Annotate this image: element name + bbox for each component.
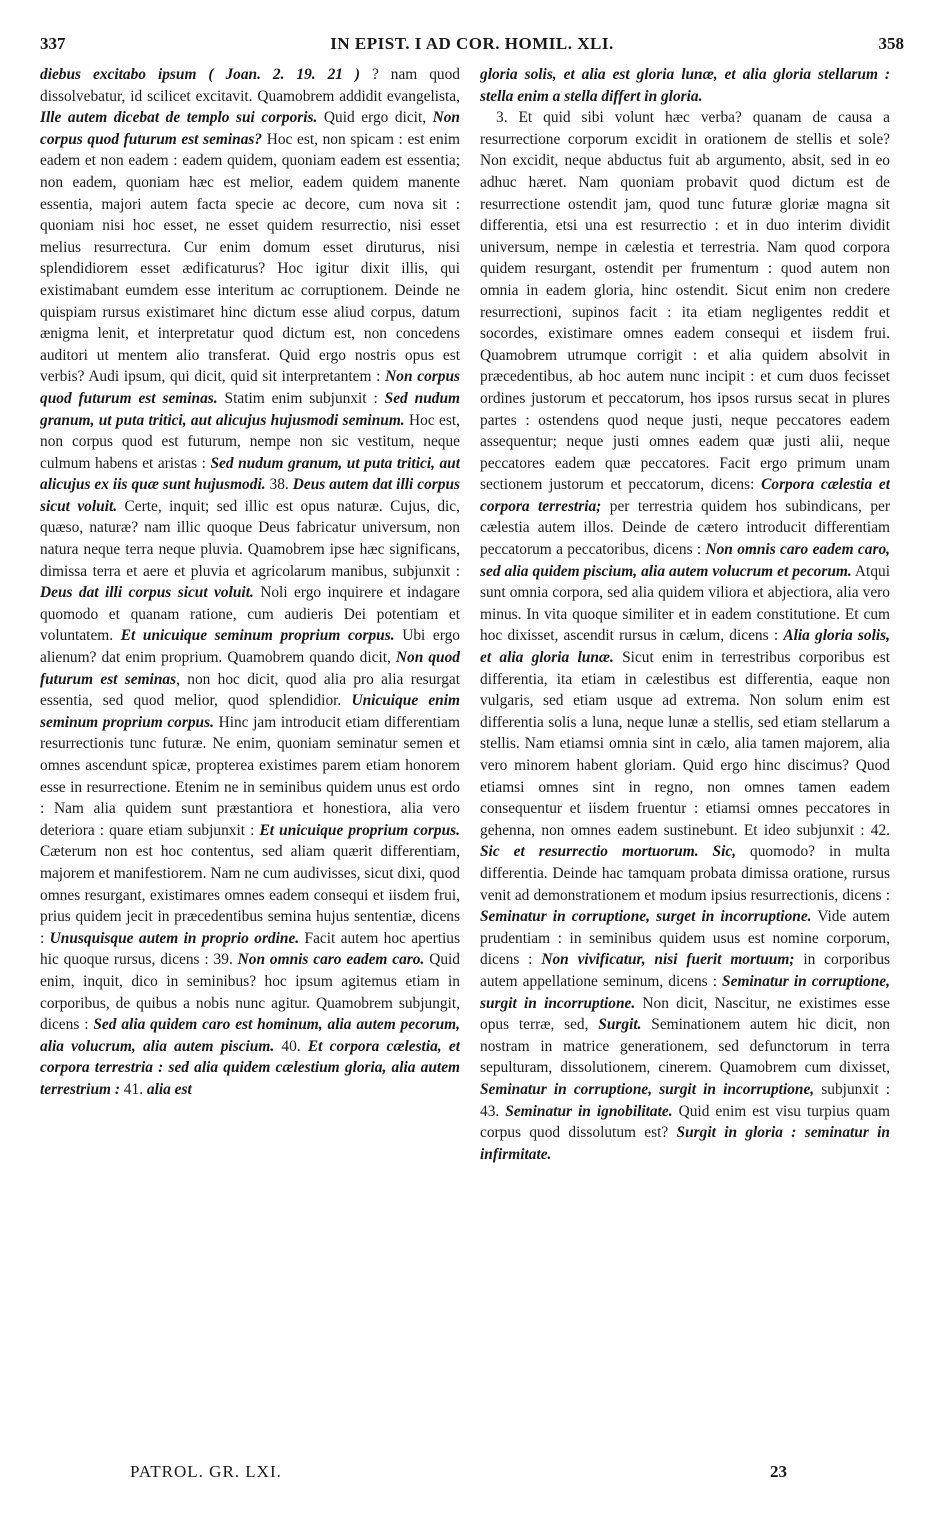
left-paragraph [40, 64, 460, 1101]
italic-quotation: Sic et resurrectio mortuorum. Sic, [480, 843, 737, 861]
italic-quotation: Non corpus quod futurum est seminas? [40, 109, 460, 148]
text-run: per terrestria quidem hos subindicans, per cælestia autem illos. Deinde de cætero introducit differentiam peccatorum a peccatoribus, dicens : [480, 497, 890, 559]
italic-quotation: Alia gloria solis, et alia gloria lunæ. [480, 627, 890, 667]
italic-quotation: Sed nudum granum, ut puta tritici, aut alicujus hujusmodi seminum. [40, 389, 460, 429]
italic-quotation: Seminatur in corruptione, surgit in incorruptione. [480, 972, 890, 1012]
italic-quotation: gloria solis, et alia est gloria lunæ, et alia gloria stellarum : stella enim a stella differt in gloria. [480, 66, 890, 105]
text-run: Cæterum non est hoc contentus, sed aliam quærit differentiam, majorem et manifestiorem. Nam ne cum audivisses, sicut dixi, quod omnes resurgant, existimares omnes eadem consequi et iisdem frui, prius quidem jecit in præcedentibus semina hujus sententiæ, dicens : [40, 843, 460, 947]
italic-quotation: Sed nudum granum, ut puta tritici, aut alicujus ex iis quæ sunt hujusmodi. [40, 454, 460, 494]
italic-quotation: Et corpora cælestia, et corpora terrestria : sed alia quidem cælestium gloria, alia autem terrestrium : [40, 1037, 460, 1098]
text-run: subjunxit : 43. [480, 1080, 890, 1120]
page-header [40, 34, 904, 58]
text-run: Quid enim est visu turpius quam corpus quod dissolutum est? [480, 1102, 890, 1142]
running-title: IN EPIST. I AD COR. HOMIL. XLI. [330, 34, 614, 53]
page-number-left: 337 [40, 34, 66, 53]
text-run: Atqui sunt omnia corpora, sed alia quidem viliora et abjectiora, alia vero minus. In vita quoque similiter et in eadem constitutione. Et cum hoc dixisset, ascendit rursus in cælum, dicens : [480, 562, 890, 645]
text-run: Non dicit, Nascitur, ne existimes esse opus terræ, sed, [480, 994, 890, 1034]
text-run: Seminationem autem hic dicit, non nostram in matrice generationem, sed defunctorum in terra sepulturam, dissolutionem, cinerem. Quamobrem cum dixisset, [480, 1016, 890, 1077]
text-run: 38. [265, 476, 293, 494]
text-run: 41. [119, 1080, 147, 1098]
right-column [480, 64, 890, 1464]
text-run: ? nam quod dissolvebatur, id scilicet excitavit. Quamobrem addidit evangelista, [40, 66, 460, 105]
italic-quotation: Seminatur in corruptione, surget in incorruptione. [480, 908, 812, 926]
italic-quotation: diebus excitabo ipsum ( Joan. 2. 19. 21 ) [40, 66, 361, 83]
italic-quotation: Seminatur in corruptione, surgit in incorruptione, [480, 1080, 815, 1098]
text-run: Facit autem hoc apertius hic quoque rursus, dicens : 39. [40, 929, 460, 969]
text-run: 3. Et quid sibi volunt hæc verba? quanam de causa a resurrectione corporum excidit in orationem de stellis et sole? Non excidit, neque abductus fuit ab argumento, absit, sed in eo adhuc hæret. Nam quoniam probavit quod dictum est de resurrectione ostendit jam, quod tunc futuræ gloriæ magna sit differentia, etsi una est resurrectio : et in duo interim dividit universum, nempe in cælestia et terrestria. Nam quod corpora quidem resurgant, ostendit per frumentum : quod autem non omnia in eadem gloria, hinc ostendit. Sicut enim non credere resurrectioni, supinos facit : ita etiam negligentes reddit et socordes, existimare omnes eadem consequi et iisdem frui. Quamobrem utrumque corrigit : et alia quidem absolvit in præcedentibus, ab hoc autem nunc incipit : et cum duos fecisset ordines justorum et peccatorum, hos ipsos rursus secat in plures partes : ostendens quod neque justi, neque peccatores eadem assequentur; neque justi omnes eadem quæ justi alii, neque peccatores eadem quæ peccatores. Facit ergo primum unam sectionem justorum et peccatorum, dicens: [480, 109, 890, 494]
page-number-right: 358 [878, 34, 904, 53]
italic-quotation: Non corpus quod futurum est seminas. [40, 368, 460, 407]
italic-quotation: alia est [146, 1080, 192, 1098]
footer-series: PATROL. GR. LXI. [130, 1462, 282, 1481]
text-run: Hoc est, non corpus quod est futurum, nempe non sic vestitum, neque culmum habens et aristas : [40, 411, 460, 472]
text-run: Hoc est, non spicam : est enim eadem et non eadem : eadem quidem, quoniam eadem est essentia; non eadem, quoniam hæc est melior, eadem quidem manente essentia, majori autem facta specie ac decore, cum nova sit : quoniam nisi hoc esset, ne esset quidem resurrectio, nisi esset melius resurrectura. Cur enim domum esset diruturus, nisi splendidiorem esset ædificaturus? Hoc igitur dixit illis, qui existimabant eumdem esse interitum ac corruptionem. Deinde ne quispiam rursus existimaret hinc dictum esse aliud corpus, datum ænigma lenit, et interpretatur quod dictum est, non concedens auditori ut mentem alio transferat. Quid ergo nostris opus est verbis? Audi ipsum, qui dicit, quid sit interpretantem : [40, 130, 460, 386]
italic-quotation: Corpora cælestia et corpora terrestria; [480, 476, 890, 515]
text-run: Sicut enim in terrestribus corporibus est differentia, ita etiam in cælestibus est differentia, eaque non vulgaris, sed etiam usque ad extrema. Non solum enim est differentia solis a luna, neque lunæ a stellis, sed etiam stellarum a stellis. Nam etiamsi omnia sint in cælo, alia tamen majorem, alia vero minorem habent gloriam. Quid ergo hinc discimus? Quod etiamsi omnes sint in regno, non omnes tamen eadem consequentur et iisdem fruentur : etiamsi omnes peccatores in gehenna, non omnes eadem sustinebunt. Et ideo subjunxit : 42. [480, 649, 890, 839]
italic-quotation: Non omnis caro eadem caro. [237, 951, 425, 969]
text-run: Noli ergo inquirere et indagare quomodo et quanam ratione, cum audieris Dei potentiam et voluntatem. [40, 584, 460, 645]
italic-quotation: Non omnis caro eadem caro, sed alia quidem piscium, alia autem volucrum et pecorum. [480, 541, 890, 580]
text-run: Statim enim subjunxit : [217, 389, 385, 407]
right-paragraph [480, 64, 890, 107]
italic-quotation: Unicuique enim seminum proprium corpus. [40, 692, 460, 731]
text-run: , non hoc dicit, quod alia pro alia resurgat essentia, sed quod melior, quod splendidior. [40, 670, 460, 710]
italic-quotation: Et unicuique proprium corpus. [259, 821, 460, 839]
italic-quotation: Ille autem dicebat de templo sui corporis. [40, 109, 318, 127]
text-run: Quid ergo dicit, [317, 109, 433, 127]
italic-quotation: Non quod futurum est seminas [40, 649, 460, 688]
italic-quotation: Sed alia quidem caro est hominum, alia autem pecorum, alia volucrum, alia autem piscium. [40, 1016, 460, 1055]
footer-signature: 23 [770, 1462, 787, 1481]
italic-quotation: Deus autem dat illi corpus sicut voluit. [40, 476, 460, 515]
text-run: in corporibus autem appellatione seminum, dicens : [480, 951, 890, 990]
italic-quotation: Surgit. [598, 1016, 642, 1034]
italic-quotation: Unusquisque autem in proprio ordine. [49, 929, 300, 947]
right-paragraph [480, 107, 890, 1165]
italic-quotation: Surgit in gloria : seminatur in infirmitate. [480, 1124, 890, 1163]
text-run: Vide autem prudentiam : in seminibus quidem usus est nomine corporum, dicens : [480, 908, 890, 969]
text-run: Quid enim, inquit, dico in seminibus? hoc ipsum agitemus etiam in corporibus, de quibus a nobis nunc agitur. Quamobrem subjungit, dicens : [40, 951, 460, 1034]
text-run: quomodo? in multa differentia. Deinde hac tamquam probata dimissa oratione, rursus venit ad demonstrationem et modum ipsius resurrectionis, dicens : [480, 843, 890, 904]
text-run: 40. [274, 1037, 308, 1055]
text-run: Certe, inquit; sed illic est opus naturæ. Cujus, dic, quæso, naturæ? nam illic quoque Deus fabricatur universum, non natura neque terra neque pluvia. Quamobrem ipse hæc significans, dimissa terra et aere et pluvia et agricolarum manibus, subjunxit : [40, 497, 460, 580]
italic-quotation: Seminatur in ignobilitate. [505, 1102, 673, 1120]
italic-quotation: Et unicuique seminum proprium corpus. [120, 627, 395, 645]
text-run: Ubi ergo alienum? dat enim proprium. Quamobrem quando dicit, [40, 627, 460, 667]
text-run: Hinc jam introducit etiam differentiam resurrectionis tunc futuræ. Ne enim, quoniam seminatur semen et omnes ascendunt spicæ, propterea existimes parem etiam honorem esse in resurrectione. Etenim ne in seminibus quidem unus est ordo : Nam alia quidem sunt præstantiora et honestiora, alia vero deteriora : quare etiam subjunxit : [40, 713, 460, 839]
italic-quotation: Non vivificatur, nisi fuerit mortuum; [541, 951, 795, 969]
left-column [40, 64, 460, 1464]
italic-quotation: Deus dat illi corpus sicut voluit. [40, 584, 254, 602]
